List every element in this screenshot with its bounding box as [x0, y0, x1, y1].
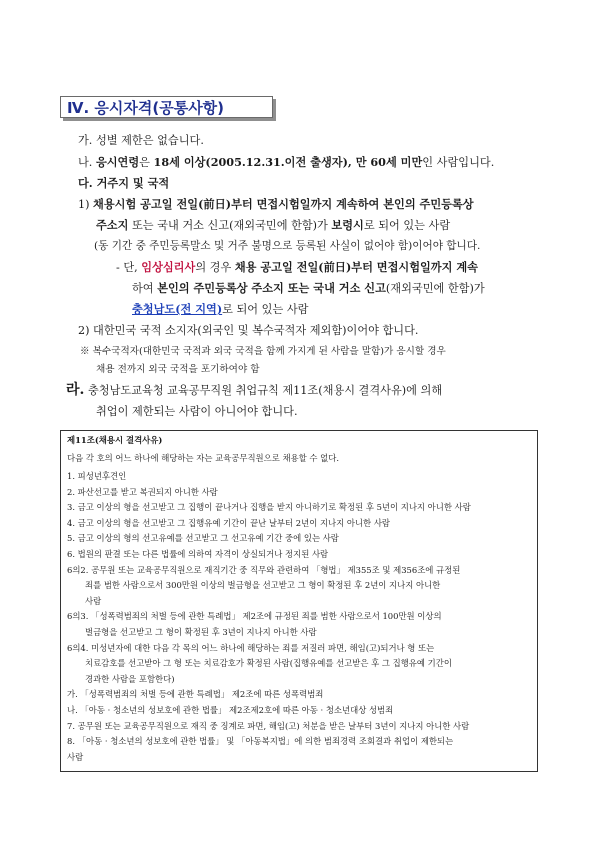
item-ga-marker: 가. — [78, 134, 93, 147]
box-line: 사람 — [85, 595, 102, 606]
box-line: 나. 「아동 · 청소년의 성보호에 관한 법률」 제2조제2호에 따른 아동 · 청소년대상 성범죄 — [67, 705, 394, 715]
item-d2-marker: 2) — [78, 324, 90, 337]
item-d1-exception-line3 — [132, 302, 308, 317]
box-line: 1. 피성년후견인 — [67, 471, 127, 481]
item-ra-line2: 취업이 제한되는 사람이 아니어야 합니다. — [96, 405, 298, 418]
item-ga-text: 성별 제한은 없습니다. — [95, 134, 204, 147]
note-line2: 채용 전까지 외국 국적을 포기하여야 함 — [96, 364, 260, 375]
item-na-age-range: 18세 이상(2005.12.31.이전 출생자), 만 60세 미만 — [153, 155, 423, 169]
box-line: 3. 금고 이상의 형을 선고받고 그 집행이 끝나거나 집행을 받지 아니하기로 확정된 후 5년이 지나지 아니한 사람 — [67, 502, 471, 513]
box-line: 4. 금고 이상의 형을 선고받고 그 집행유예 기간이 끝난 날부터 2년이 지나지 아니한 사람 — [67, 517, 390, 528]
item-d1-bold1: 채용시험 공고일 전일(前日)부터 면접시험일까지 계속하여 본인의 주민등록상 — [93, 197, 474, 211]
box-line: 가. 「성폭력범죄의 처벌 등에 관한 특례법」 제2조에 따른 성폭력범죄 — [67, 689, 324, 700]
item-ra-line1 — [66, 383, 442, 398]
box-line: 죄를 범한 사람으로서 300만원 이상의 벌금형을 선고받고 그 형이 확정된 후 2년이 지나지 아니한 — [85, 580, 441, 591]
exception-region: 충청남도(전 지역) — [132, 302, 223, 316]
exception-prefix: - 단, — [116, 261, 138, 274]
item-d1-line2 — [96, 218, 450, 233]
section-heading: Ⅳ. 응시자격(공통사항) — [60, 96, 273, 118]
box-line: 8. 「아동 · 청소년의 성보호에 관한 법률」 및 「아동복지법」에 의한 범죄경력 조회결과 취업이 제한되는 — [67, 736, 454, 747]
exception-text2b: (재외국민에 한함)가 — [385, 282, 485, 295]
exception-occupation: 임상심리사 — [141, 260, 196, 274]
note-text1: 복수국적자(대한민국 국적과 외국 국적을 함께 가지게 된 사람을 말함)가 응시할 경우 — [92, 346, 446, 357]
box-title: 제11조(채용시 결격사유) — [67, 435, 163, 445]
note-line1 — [80, 344, 446, 359]
box-line: 6의3. 「성폭력범죄의 처벌 등에 관한 특례법」 제2조에 규정된 죄를 범한 사람으로서 100만원 이상의 — [67, 611, 442, 622]
item-d1-exception-line2 — [132, 281, 485, 296]
item-da — [78, 176, 169, 191]
item-na-mid: 은 — [139, 156, 150, 169]
item-d1-marker: 1) — [78, 198, 90, 211]
box-intro: 다음 각 호의 어느 하나에 해당하는 자는 교육공무직원으로 채용할 수 없다. — [67, 453, 339, 463]
item-d1-line1 — [78, 197, 474, 212]
item-da-title: 거주지 및 국적 — [96, 176, 170, 190]
note-marker: ※ — [80, 346, 90, 357]
item-d1-line3: (동 기간 중 주민등록말소 및 거주 불명으로 등록된 사실이 없어야 함)이어야 합니다. — [94, 240, 481, 252]
item-d2 — [78, 323, 418, 338]
item-d2-text: 대한민국 국적 소지자(외국인 및 복수국적자 제외함)이어야 합니다. — [93, 324, 419, 337]
box-line: 경과한 사람을 포함한다) — [85, 673, 175, 684]
exception-bold2: 본인의 주민등록상 주소지 또는 국내 거소 신고 — [157, 281, 386, 295]
item-na — [78, 155, 494, 170]
item-d1-text2: 또는 국내 거소 신고(재외국민에 한함)가 — [131, 219, 328, 232]
item-d1-bold2: 주소지 — [96, 218, 129, 232]
box-line: 7. 공무원 또는 교육공무직원으로 재직 중 징계로 파면, 해임(고) 처분을 받은 날부터 3년이 지나지 아니한 사람 — [67, 720, 470, 731]
box-line: 치료감호를 선고받아 그 형 또는 치료감호가 확정된 사람(집행유예를 선고받은 후 그 집행유예 기간이 — [85, 658, 452, 669]
disqualification-box — [60, 430, 538, 772]
box-line: 5. 금고 이상의 형의 선고유예를 선고받고 그 선고유예 기간 중에 있는 사람 — [67, 533, 339, 544]
item-d1-exception-line1 — [116, 260, 478, 275]
exception-bold1: 채용 공고일 전일(前日)부터 면접시험일까지 계속 — [234, 260, 478, 274]
item-na-marker: 나. — [78, 156, 93, 169]
exception-text3: 로 되어 있는 사람 — [222, 303, 309, 316]
box-line: 2. 파산선고를 받고 복권되지 아니한 사람 — [67, 486, 218, 497]
item-na-suffix: 인 사람입니다. — [422, 156, 495, 169]
box-line: 벌금형을 선고받고 그 형이 확정된 후 3년이 지나지 아니한 사람 — [85, 627, 317, 637]
item-ga — [78, 133, 204, 148]
exception-mid: 의 경우 — [195, 261, 232, 274]
item-ra-marker: 라. — [66, 382, 85, 398]
box-line: 6의4. 미성년자에 대한 다음 각 목의 어느 하나에 해당하는 죄를 저질러 파면, 해임(고)되거나 형 또는 — [67, 642, 435, 653]
item-na-label: 응시연령 — [95, 155, 140, 169]
box-line: 6. 법원의 판결 또는 다른 법률에 의하여 자격이 상실되거나 정지된 사람 — [67, 549, 329, 559]
item-da-marker: 다. — [78, 176, 93, 190]
exception-text2a: 하여 — [132, 282, 154, 295]
item-ra-text1: 충청남도교육청 교육공무직원 취업규칙 제11조(채용시 결격사유)에 의해 — [87, 384, 443, 397]
item-d1-text3: 로 되어 있는 사람 — [363, 219, 451, 232]
item-d1-city: 보령시 — [331, 218, 364, 232]
box-line: 6의2. 공무원 또는 교육공무직원으로 재직기간 중 직무와 관련하여 「형법」 제355조 및 제356조에 규정된 — [67, 564, 461, 575]
box-line: 사람 — [67, 751, 84, 762]
